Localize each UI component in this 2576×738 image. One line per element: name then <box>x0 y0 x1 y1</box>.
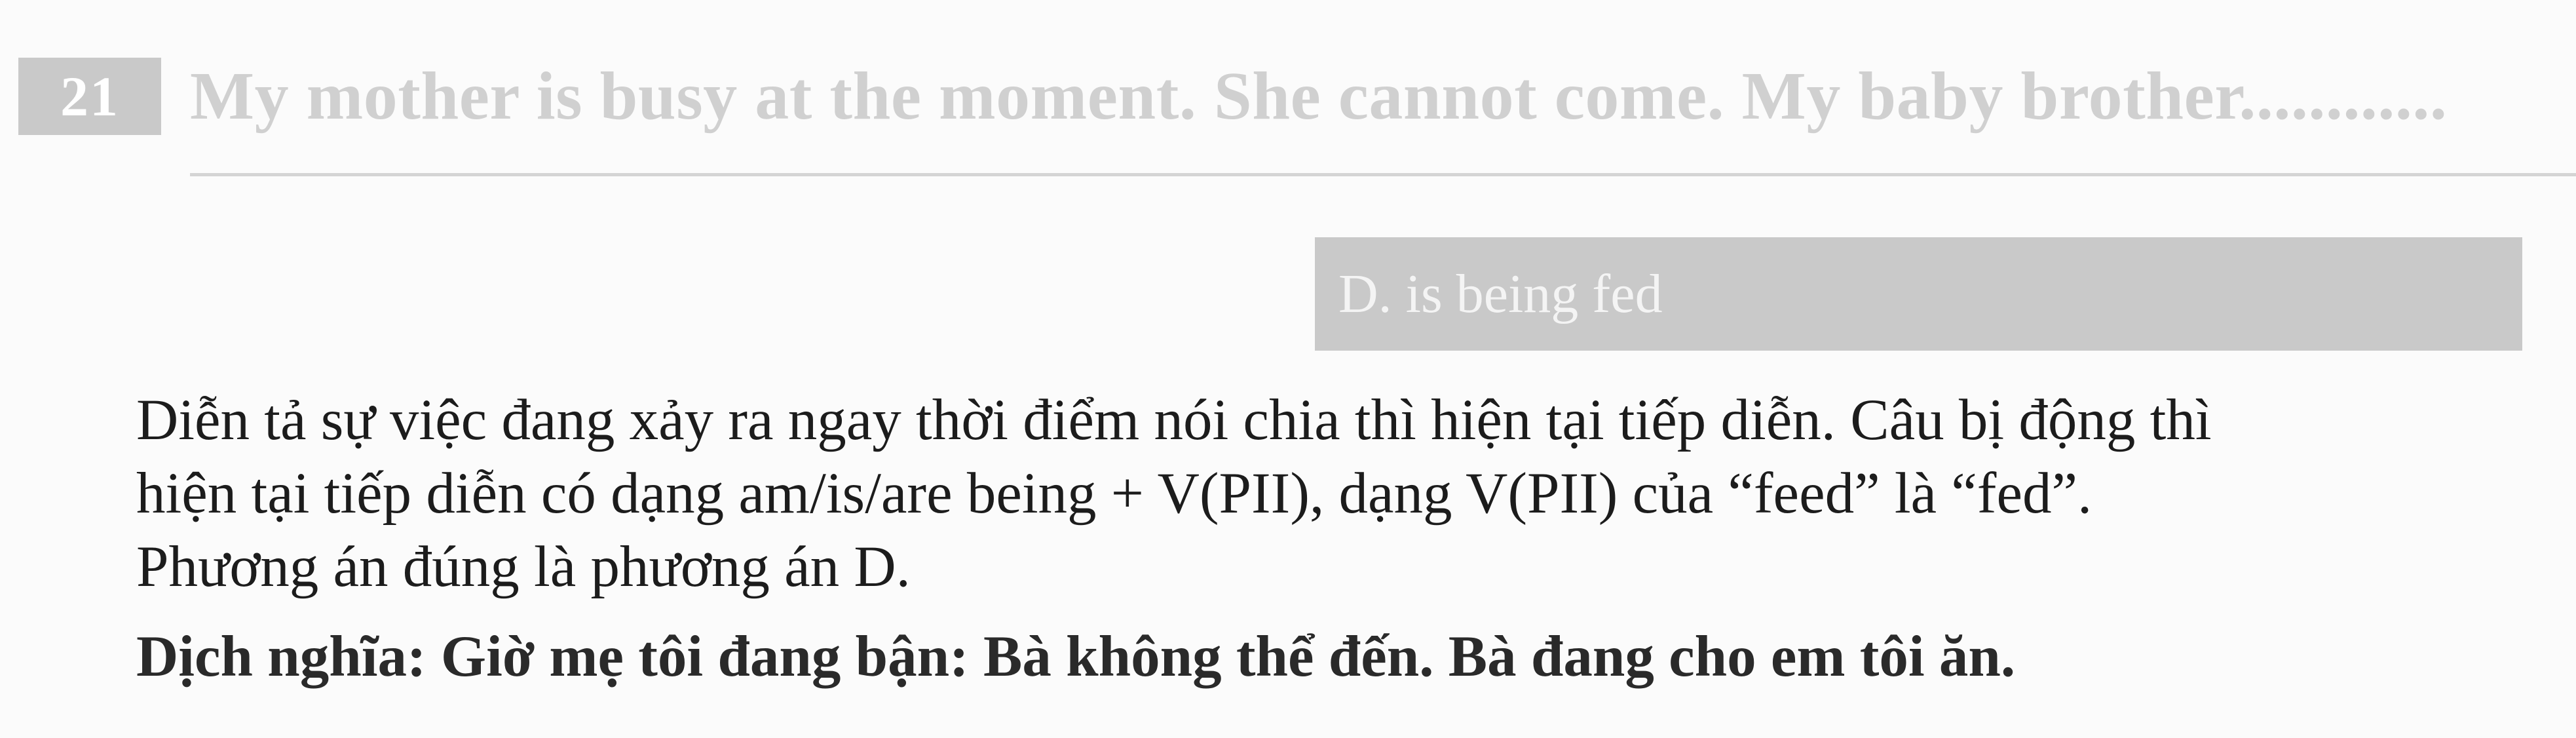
question-underline <box>190 173 2576 176</box>
explanation-line-2: hiện tại tiếp diễn có dạng am/is/are being + V(PII), dạng V(PII) của “feed” là “fed”. <box>136 461 2093 526</box>
explanation-line-3: Phương án đúng là phương án D. <box>136 535 911 599</box>
question-number-badge: 21 <box>18 58 161 135</box>
translation-text: Dịch nghĩa: Giờ mẹ tôi đang bận: Bà không thể đến. Bà đang cho em tôi ăn. <box>136 625 2016 689</box>
question-text: My mother is busy at the moment. She cannot come. My baby brother............ <box>190 58 2448 134</box>
explanation-line-1: Diễn tả sự việc đang xảy ra ngay thời điểm nói chia thì hiện tại tiếp diễn. Câu bị động thì <box>136 388 2212 452</box>
answer-box: D. is being fed <box>1315 237 2522 351</box>
question-row <box>18 54 2560 139</box>
explanation-block <box>136 383 2560 604</box>
